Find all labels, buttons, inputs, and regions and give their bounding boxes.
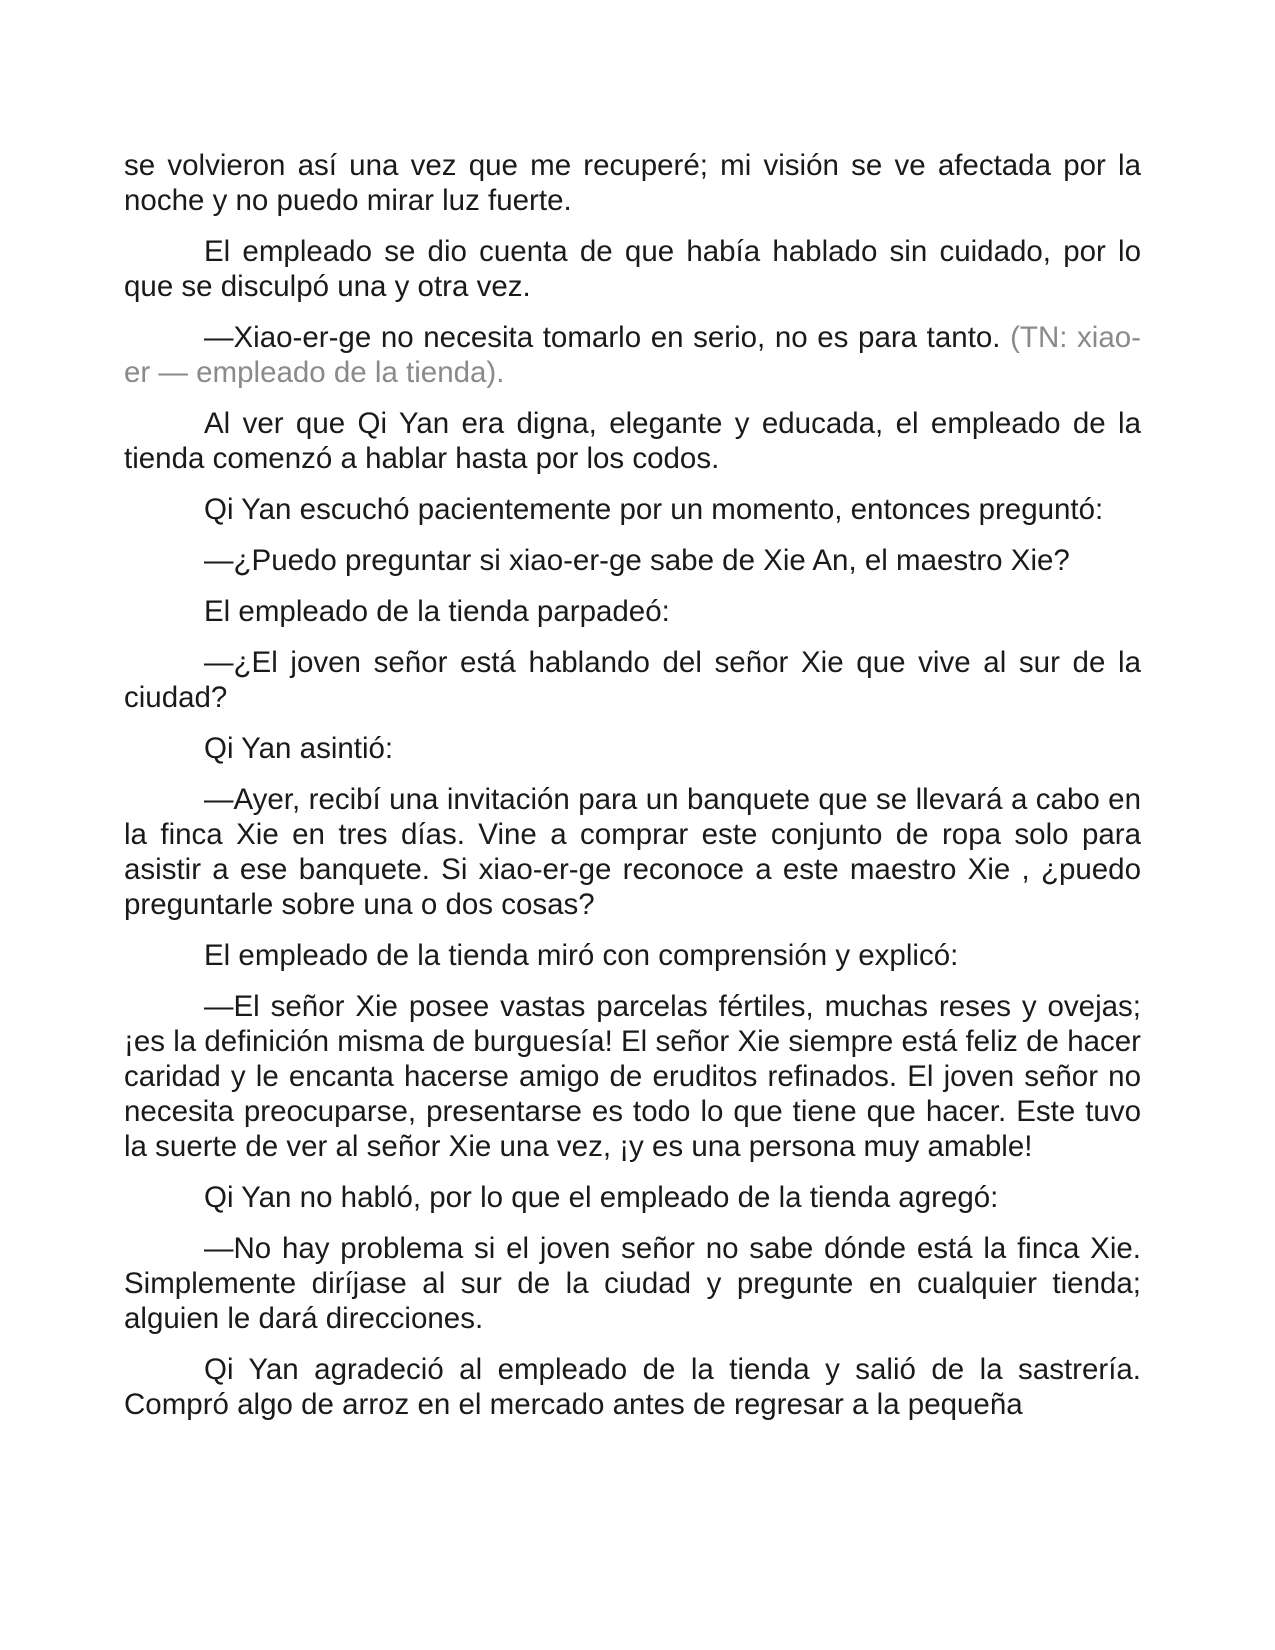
paragraph-text: —No hay problema si el joven señor no sabe dónde está la finca Xie. Simplemente diríjase al sur de la ciudad y pregunte en cualquier tienda; alguien le dará direcciones. bbox=[124, 1232, 1141, 1335]
paragraph-text: El empleado de la tienda miró con comprensión y explicó: bbox=[204, 939, 959, 972]
paragraph bbox=[124, 989, 1141, 1164]
paragraph bbox=[124, 543, 1141, 578]
paragraph bbox=[124, 234, 1141, 304]
paragraph bbox=[124, 938, 1141, 973]
paragraph bbox=[124, 492, 1141, 527]
paragraph-text: El empleado de la tienda parpadeó: bbox=[204, 595, 670, 628]
paragraph bbox=[124, 645, 1141, 715]
paragraph bbox=[124, 320, 1141, 390]
paragraph bbox=[124, 1352, 1141, 1422]
paragraph-text: —El señor Xie posee vastas parcelas fértiles, muchas reses y ovejas; ¡es la definición misma de burguesía! El señor Xie siempre está feliz de hacer caridad y le encanta hacerse amigo de eruditos refinados. El joven señor no necesita preocuparse, presentarse es todo lo que tiene que hacer. Este tuvo la suerte de ver al señor Xie una vez, ¡y es una persona muy amable! bbox=[124, 990, 1141, 1163]
paragraph bbox=[124, 731, 1141, 766]
paragraph-text: —¿El joven señor está hablando del señor Xie que vive al sur de la ciudad? bbox=[124, 646, 1141, 714]
paragraph-text: Qi Yan agradeció al empleado de la tienda y salió de la sastrería. Compró algo de arroz en el mercado antes de regresar a la pequeña bbox=[124, 1353, 1141, 1421]
body-text bbox=[124, 148, 1141, 1438]
paragraph bbox=[124, 406, 1141, 476]
paragraph-text: El empleado se dio cuenta de que había hablado sin cuidado, por lo que se disculpó una y otra vez. bbox=[124, 235, 1141, 303]
paragraph-text: Qi Yan escuchó pacientemente por un momento, entonces preguntó: bbox=[204, 493, 1104, 526]
translator-note: (TN: xiao-er — empleado de la tienda). bbox=[124, 321, 1141, 389]
paragraph-text: —Ayer, recibí una invitación para un banquete que se llevará a cabo en la finca Xie en tres días. Vine a comprar este conjunto de ropa solo para asistir a ese banquete. Si xiao-er-ge reconoce a este maestro Xie , ¿puedo preguntarle sobre una o dos cosas? bbox=[124, 783, 1141, 921]
paragraph-text: Qi Yan asintió: bbox=[204, 732, 394, 765]
paragraph bbox=[124, 148, 1141, 218]
paragraph-text: Al ver que Qi Yan era digna, elegante y educada, el empleado de la tienda comenzó a hablar hasta por los codos. bbox=[124, 407, 1141, 475]
paragraph-text: —¿Puedo preguntar si xiao-er-ge sabe de Xie An, el maestro Xie? bbox=[204, 544, 1070, 577]
paragraph bbox=[124, 594, 1141, 629]
paragraph-text: —Xiao-er-ge no necesita tomarlo en serio, no es para tanto. bbox=[204, 321, 1001, 354]
paragraph bbox=[124, 1180, 1141, 1215]
paragraph-text: se volvieron así una vez que me recuperé; mi visión se ve afectada por la noche y no puedo mirar luz fuerte. bbox=[124, 149, 1141, 217]
paragraph bbox=[124, 1231, 1141, 1336]
paragraph bbox=[124, 782, 1141, 922]
paragraph-text: Qi Yan no habló, por lo que el empleado de la tienda agregó: bbox=[204, 1181, 999, 1214]
